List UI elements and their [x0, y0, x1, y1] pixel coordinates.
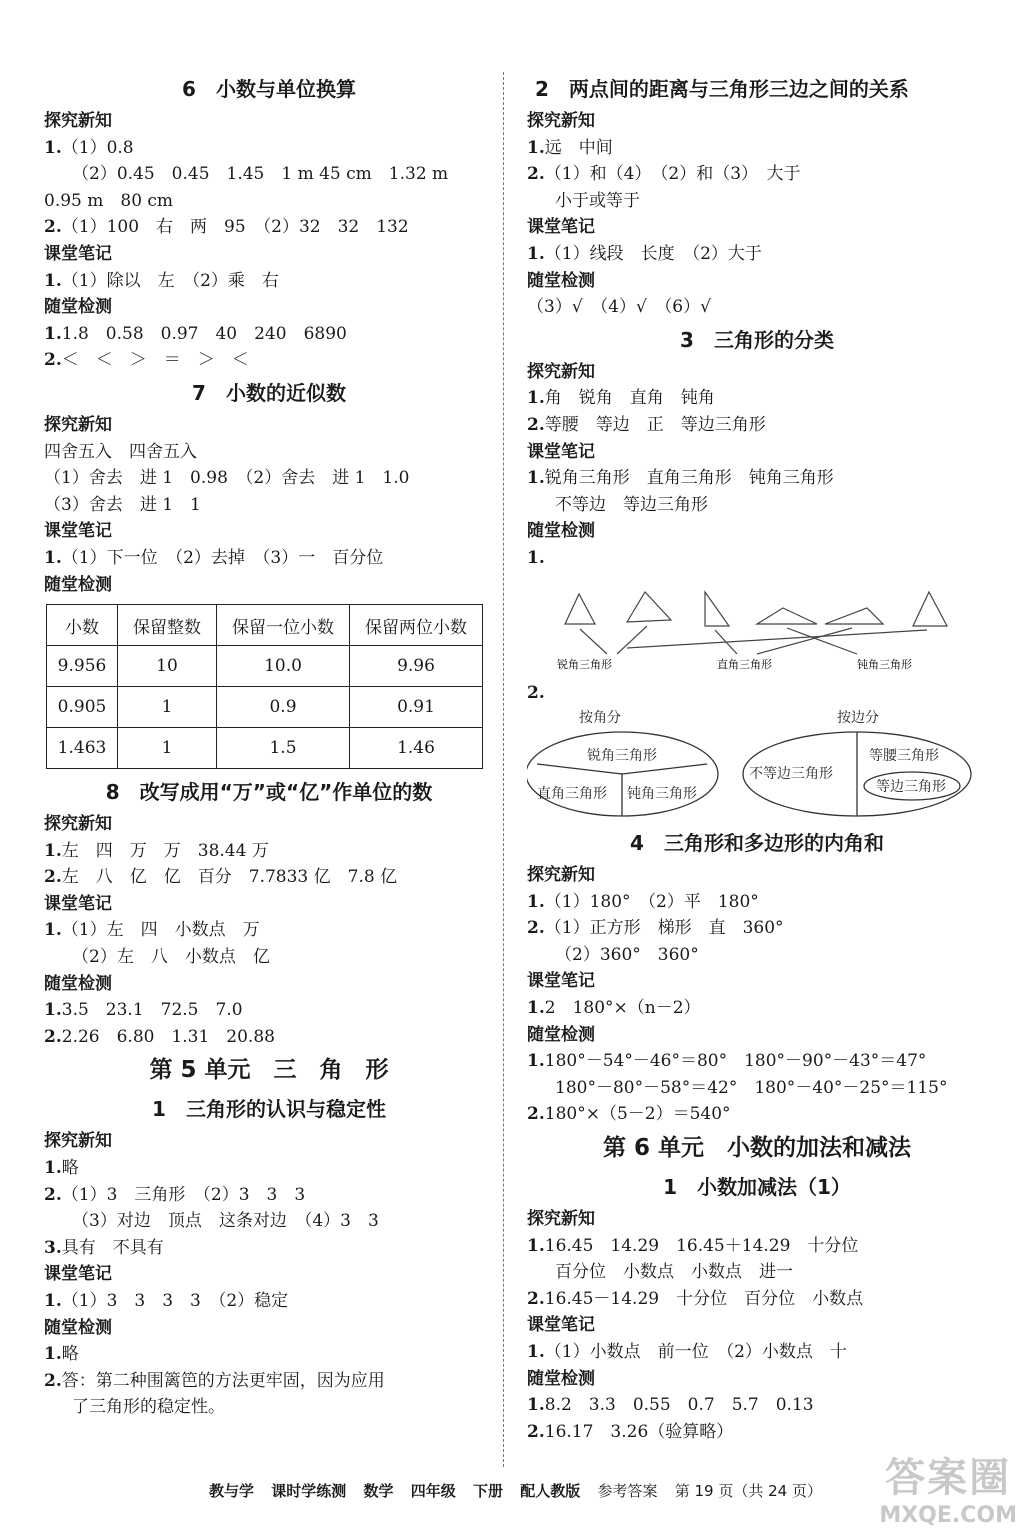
right-label: 直角三角形 [537, 786, 607, 803]
watermark-logo: 答案圈 MXQE.COM [879, 1455, 1017, 1528]
answer-line: 1.左 四 万 万 38.44 万 [44, 840, 269, 861]
answer-line: 1.（1）0.8 [44, 137, 134, 158]
section-title: 6 小数与单位换算 [182, 77, 356, 101]
answer-line: 2.（1）3 三角形 （2）3 3 3 [44, 1184, 306, 1205]
table-row [47, 646, 483, 687]
triangle-matching-figure [527, 574, 967, 674]
left-column [44, 70, 494, 1421]
answer-line: 1.（1）180° （2）平 180° [527, 891, 759, 912]
answer-line: 2.左 八 亿 亿 百分 7.7833 亿 7.8 亿 [44, 867, 398, 888]
answer-line: 1.角 锐角 直角 钝角 [527, 388, 715, 409]
answer-line: 四舍五入 四舍五入 [44, 441, 197, 462]
triangle-shape [757, 608, 817, 624]
answer-line: （2）左 八 小数点 亿 [72, 947, 270, 968]
subheading: 课堂笔记 [44, 521, 112, 542]
subheading: 随堂检测 [527, 270, 595, 291]
footer-volume: 下册 [473, 1482, 504, 1500]
subheading: 课堂笔记 [527, 971, 595, 992]
footer-grade: 四年级 [410, 1482, 456, 1500]
answer-line: （3）对边 顶点 这条对边 （4）3 3 [72, 1211, 379, 1232]
answer-line: 1.（1）小数点 前一位 （2）小数点 十 [527, 1342, 847, 1362]
answer-line: 1. [527, 547, 545, 568]
answer-line: 1.1.8 0.58 0.97 40 240 6890 [44, 323, 347, 344]
answer-line: 1.180°－54°－46°＝80° 180°－90°－43°＝47° [527, 1051, 927, 1072]
subheading: 探究新知 [44, 814, 112, 835]
answer-line: 1.（1）线段 长度 （2）大于 [527, 243, 762, 264]
table-header: 保留整数 [118, 605, 217, 646]
section-title: 2 两点间的距离与三角形三边之间的关系 [535, 77, 909, 101]
subheading: 随堂检测 [527, 521, 595, 542]
subheading: 随堂检测 [527, 1024, 595, 1045]
page-footer [0, 1480, 1031, 1501]
answer-line: 2.180°×（5－2）＝540° [527, 1104, 731, 1125]
angle-classification-title: 按角分 [579, 710, 621, 727]
table-header-row [47, 605, 483, 646]
right-column [527, 70, 987, 1445]
classification-figure [527, 708, 982, 818]
answer-line: 1.略 [44, 1158, 79, 1179]
answer-line: （3）√ （4）√ （6）√ [527, 297, 711, 318]
subheading: 探究新知 [527, 111, 595, 131]
isosceles-label: 等腰三角形 [869, 748, 939, 765]
table-cell: 0.9 [217, 687, 350, 728]
subheading: 课堂笔记 [44, 243, 112, 264]
section-title: 7 小数的近似数 [192, 380, 346, 405]
table-cell: 0.905 [47, 687, 118, 728]
table-cell: 1.5 [217, 728, 350, 769]
answer-line: （2）360° 360° [555, 944, 699, 965]
subheading: 课堂笔记 [527, 441, 595, 462]
answer-line: 1.2 180°×（n－2） [527, 998, 701, 1019]
equilateral-label: 等边三角形 [876, 779, 946, 796]
answer-line: 3.具有 不具有 [44, 1237, 164, 1258]
section-title: 4 三角形和多边形的内角和 [630, 831, 884, 856]
subheading: 随堂检测 [44, 297, 112, 318]
subheading: 课堂笔记 [44, 893, 112, 914]
table-row [47, 687, 483, 728]
answer-line: 1.8.2 3.3 0.55 0.7 5.7 0.13 [527, 1395, 814, 1416]
table-cell: 1.46 [350, 728, 483, 769]
answer-line: 0.95 m 80 cm [44, 190, 174, 211]
answer-line: 1.（1）左 四 小数点 万 [44, 920, 260, 941]
subheading: 课堂笔记 [527, 217, 595, 238]
triangle-label: 锐角三角形 [557, 657, 612, 671]
subheading: 随堂检测 [44, 973, 112, 994]
answer-line: 2.（1）和（4） （2）和（3） 大于 [527, 164, 801, 185]
table-cell: 1.463 [47, 728, 118, 769]
scalene-label: 不等边三角形 [749, 766, 833, 783]
answer-line: 小于或等于 [555, 190, 640, 211]
answer-line: （1）舍去 进 1 0.98 （2）舍去 进 1 1.0 [44, 468, 410, 489]
answer-line: 2.等腰 等边 正 等边三角形 [527, 414, 766, 435]
column-divider [503, 72, 504, 1467]
triangle-label: 钝角三角形 [857, 657, 912, 671]
triangle-shape [913, 592, 947, 626]
table-cell: 9.96 [350, 646, 483, 687]
table-header: 保留一位小数 [217, 605, 350, 646]
table-header: 小数 [47, 605, 118, 646]
footer-subject: 数学 [363, 1482, 394, 1500]
subheading: 课堂笔记 [44, 1264, 112, 1285]
answer-line: 2.16.45－14.29 十分位 百分位 小数点 [527, 1288, 864, 1309]
subheading: 探究新知 [44, 414, 112, 435]
answer-line: 1.3.5 23.1 72.5 7.0 [44, 1000, 243, 1021]
section-title: 1 小数加减法（1） [663, 1175, 851, 1200]
page-number: 第 19 页（共 24 页） [674, 1482, 822, 1500]
answer-line: 1.16.45 14.29 16.45＋14.29 十分位 [527, 1235, 859, 1256]
obtuse-label: 钝角三角形 [627, 786, 697, 803]
answer-line: 1.远 中间 [527, 137, 613, 158]
answer-line: （3）舍去 进 1 1 [44, 494, 201, 515]
triangle-shape [565, 594, 595, 624]
table-cell: 10.0 [217, 646, 350, 687]
subheading: 随堂检测 [527, 1368, 595, 1389]
answer-line: 2. [527, 682, 545, 703]
table-header: 保留两位小数 [350, 605, 483, 646]
section-title: 1 三角形的认识与稳定性 [152, 1097, 386, 1122]
answer-line: 180°－80°－58°＝42° 180°－40°－25°＝115° [555, 1077, 948, 1098]
subheading: 探究新知 [44, 1131, 112, 1152]
answer-line: 1.略 [44, 1344, 79, 1365]
section-title: 8 改写成用“万”或“亿”作单位的数 [105, 780, 433, 805]
answer-line: 2.2.26 6.80 1.31 20.88 [44, 1026, 275, 1047]
answer-line: 2.（1）正方形 梯形 直 360° [527, 918, 784, 939]
answer-line: 2.16.17 3.26（验算略） [527, 1421, 734, 1442]
answer-line: 了三角形的稳定性。 [72, 1397, 225, 1418]
answer-line: 1.（1）除以 左 （2）乘 右 [44, 270, 279, 291]
unit-title: 第 6 单元 小数的加法和减法 [602, 1135, 912, 1162]
footer-brand: 教与学 [209, 1482, 255, 1500]
table-cell: 1 [118, 728, 217, 769]
section-title: 3 三角形的分类 [680, 327, 834, 352]
triangle-label: 直角三角形 [717, 657, 772, 671]
subheading: 课堂笔记 [527, 1315, 595, 1336]
subheading: 探究新知 [44, 111, 112, 131]
subheading: 随堂检测 [44, 1317, 112, 1338]
acute-label: 锐角三角形 [587, 748, 657, 765]
answer-line: 1.锐角三角形 直角三角形 钝角三角形 [527, 468, 834, 489]
answer-line: 不等边 等边三角形 [555, 494, 708, 515]
triangle-shape [705, 592, 729, 626]
answer-line: 1.（1）下一位 （2）去掉 （3）一 百分位 [44, 547, 384, 568]
triangle-shape [627, 592, 671, 622]
answer-line: （2）0.45 0.45 1.45 1 m 45 cm 1.32 m [72, 164, 449, 185]
answer-line: 2.（1）100 右 两 95 （2）32 32 132 [44, 217, 409, 238]
table-cell: 1 [118, 687, 217, 728]
table-cell: 10 [118, 646, 217, 687]
rounding-table [46, 604, 483, 769]
table-cell: 0.91 [350, 687, 483, 728]
triangle-shape [825, 608, 883, 624]
subheading: 探究新知 [527, 865, 595, 886]
footer-edition: 配人教版 [520, 1482, 581, 1500]
answer-line: 2.答：第二种围篱笆的方法更牢固，因为应用 [44, 1370, 385, 1391]
table-cell: 9.956 [47, 646, 118, 687]
answer-line: 2.＜ ＜ ＞ ＝ ＞ ＜ [44, 350, 249, 371]
table-row [47, 728, 483, 769]
answer-line: 百分位 小数点 小数点 进一 [555, 1262, 793, 1283]
subheading: 探究新知 [527, 1209, 595, 1230]
answer-line: 1.（1）3 3 3 3 （2）稳定 [44, 1291, 289, 1311]
unit-title: 第 5 单元 三 角 形 [149, 1057, 389, 1084]
subheading: 随堂检测 [44, 574, 112, 595]
subheading: 探究新知 [527, 361, 595, 382]
footer-series: 课时学练测 [271, 1482, 347, 1500]
side-classification-title: 按边分 [837, 710, 879, 727]
footer-section: 参考答案 [597, 1482, 658, 1500]
